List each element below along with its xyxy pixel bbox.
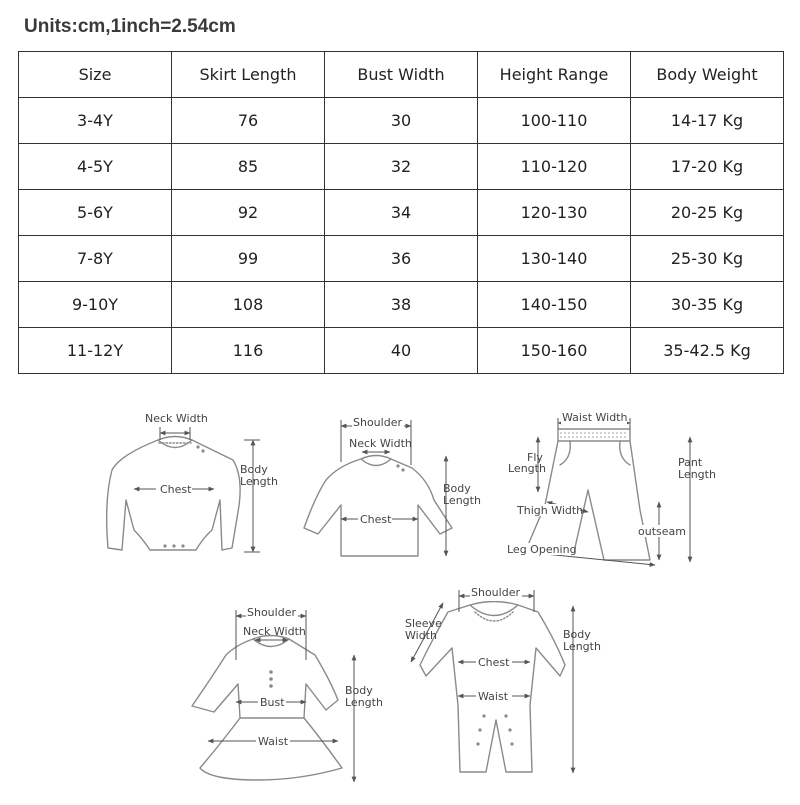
table-cell: 38 [325,282,478,328]
table-cell: 9-10Y [19,282,172,328]
table-header-row [19,52,784,98]
table-row [19,282,784,328]
pants-outseam-label: outseam [638,525,686,538]
romper-shoulder-label: Shoulder [471,586,520,599]
table-cell: 150-160 [478,328,631,374]
bodysuit-body-length-label: Body [240,463,268,476]
table-row [19,236,784,282]
table-cell: 5-6Y [19,190,172,236]
romper-sleeve-width-label: Sleeve [405,617,442,630]
table-cell: 85 [172,144,325,190]
column-header: Size [19,52,172,98]
shirt-shoulder-label: Shoulder [353,416,402,429]
table-cell: 17-20 Kg [631,144,784,190]
table-row [19,190,784,236]
column-header: Height Range [478,52,631,98]
dress-body-length-label: Body [345,684,373,697]
table-cell: 100-110 [478,98,631,144]
shirt-icon [304,456,452,557]
table-cell: 36 [325,236,478,282]
table-cell: 20-25 Kg [631,190,784,236]
dress-neck-width-label: Neck Width [243,625,306,638]
shirt-body-length-label: Length [443,494,481,507]
pants-fly-length-label: Fly [527,451,543,464]
dress-waist-label: Waist [258,735,289,748]
table-cell: 32 [325,144,478,190]
table-cell: 140-150 [478,282,631,328]
table-cell: 30 [325,98,478,144]
pants-leg-opening-label: Leg Opening [507,543,577,556]
table-cell: 25-30 Kg [631,236,784,282]
table-cell: 30-35 Kg [631,282,784,328]
table-cell: 3-4Y [19,98,172,144]
table-cell: 14-17 Kg [631,98,784,144]
pants-waist-width-label: Waist Width [562,411,628,424]
table-cell: 108 [172,282,325,328]
romper-waist-label: Waist [478,690,509,703]
shirt-neck-width-label: Neck Width [349,437,412,450]
table-cell: 11-12Y [19,328,172,374]
table-cell: 130-140 [478,236,631,282]
table-cell: 120-130 [478,190,631,236]
romper-chest-label: Chest [478,656,510,669]
table-cell: 34 [325,190,478,236]
column-header: Skirt Length [172,52,325,98]
table-row [19,98,784,144]
pants-pant-length-label: Pant [678,456,703,469]
table-cell: 4-5Y [19,144,172,190]
table-cell: 40 [325,328,478,374]
table-row [19,144,784,190]
pants-fly-length-label: Length [508,462,546,475]
romper-body-length-label: Length [563,640,601,653]
table-cell: 35-42.5 Kg [631,328,784,374]
dress-bust-label: Bust [260,696,285,709]
dress-body-length-label: Length [345,696,383,709]
dress-shoulder-label: Shoulder [247,606,296,619]
bodysuit-body-length-label: Length [240,475,278,488]
measurement-diagrams-svg [0,395,800,800]
pants-thigh-width-label: Thigh Width [517,504,584,517]
measurement-diagrams [0,395,800,800]
column-header: Bust Width [325,52,478,98]
pants-pant-length-label: Length [678,468,716,481]
bodysuit-chest-label: Chest [160,483,192,496]
size-chart-table [18,51,784,374]
shirt-body-length-label: Body [443,482,471,495]
table-cell: 110-120 [478,144,631,190]
bodysuit-neck-width-label: Neck Width [145,412,208,425]
units-note: Units:cm,1inch=2.54cm [24,16,236,37]
table-cell: 92 [172,190,325,236]
table-row [19,328,784,374]
shirt-chest-label: Chest [360,513,392,526]
table-cell: 76 [172,98,325,144]
table-cell: 116 [172,328,325,374]
column-header: Body Weight [631,52,784,98]
romper-body-length-label: Body [563,628,591,641]
table-cell: 99 [172,236,325,282]
romper-sleeve-width-label: Width [405,629,437,642]
table-cell: 7-8Y [19,236,172,282]
pants-icon [528,429,650,560]
